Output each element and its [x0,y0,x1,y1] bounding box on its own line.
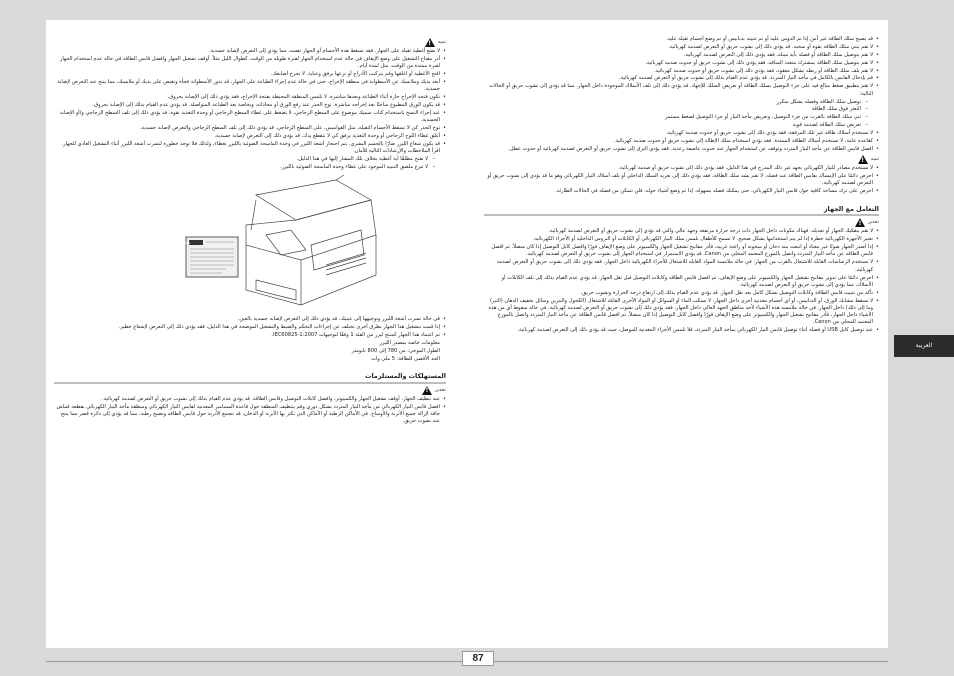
sub-list-item: – التعثر فوق سلك الطاقة [484,106,879,113]
section-heading-handling: التعامل مع الجهاز [484,206,879,217]
list-item: • لا تقم بتفكيك الجهاز أو تعديله. فهناك مكونات داخل الجهاز ذات درجة حرارة مرتفعة وجهد عالي والتي قد تؤدي إلى نشوب حريق أو التعرض لصدمة كهربائية. [484,228,879,235]
list-item: • عند إجراء النسخ باستخدام كتاب سميك موضوع على السطح الزجاجي، لا تضغط على غطاء السطح الزجاجي أو وحدة التغذية بقوة. قد يؤدي ذلك إلى تلف السطح الزجاجي و/أو الإصابة الجسدية. [54,110,446,125]
warning-heading [54,386,446,395]
list-item: • عند تنظيف الجهاز، أوقف تشغيل الجهاز والكمبيوتر، وافصل كابلات التوصيل وقابس الطاقة. قد يؤدي عدم القيام بذلك إلى نشوب حريق أو التعرض لصدمة كهربائية. [54,396,446,403]
warning-triangle-icon [858,155,868,164]
list-item: • أدر مفتاح التشغيل على وضع الإيقاف في حالة عدم استخدام الجهاز لفترة طويلة من الوقت، كطوال الليل مثلاً. أوقف تشغيل الجهاز وافصل قابس الطاقة في حالة عدم استخدام الجهاز لفترة ممتدة من الوقت، مثل لمدة أيام. [54,56,446,71]
warning-triangle-icon [855,218,865,227]
warning-label: تحذير [435,387,446,393]
figure-caution-text: CAUTION [176,241,190,246]
list-item: • كقاعدة عامة، لا تستخدم أسلاك الطاقة الممتدة. فقد يؤدي استخدام سلك الإطالة إلى نشوب حريق أو حدوث صدمة كهربائية. [484,138,879,145]
list-item: • لا تسقط مشابك الورق، أو الدبابيس، أو أي أجسام معدنية أخرى داخل الجهاز. لا تسكب الماء أو السوائل أو المواد الأخرى القابلة للاشتعال (الكحول والبنزين وسائل تخفيف الدهان (الثنر) وما إلى ذلك) داخل الجهاز. في حالة ملامسة هذه الأشياء لأحد مناطق الجهد العالي داخل الجهاز، فقد يؤدي ذلك إلى نشوب حريق أو التعرض لصدمة كهربائية. في حالة سقوط أي من هذه الأشياء داخل الجهاز، فأدر مفاتيح تشغيل الجهاز والكمبيوتر على وضع الإيقاف فورًا وافصل كابل التوصيل إذا كان متصلاً. ثم افصل قابس الطاقة عن مأخذ التيار المتردد واتصل بالموزع المعتمد المحلي من Canon. [484,298,879,327]
warning-list [54,396,446,426]
list-item: • إذا أصدر الجهاز صوتًا غير معتاد أو انبعث منه دخان أو سخونة أو رائحة غريبة، فأدر مفاتيح تشغيل الجهاز والكمبيوتر على وضع الإيقاف فورًا وافصل كابل التوصيل إذا كان متصلاً. ثم افصل قابس الطاقة عن مأخذ التيار المتردد واتصل بالموزع المعتمد المحلي من Canon. قد يؤدي الاستمرار في استخدام الجهاز إلى نشوب حريق أو التعرض لصدمة كهربائية. [484,244,879,259]
page-number: 87 [462,651,494,666]
sub-list-item: – لا تنزع ملصق التنبيه الموجود على غطاء وحدة الماسحة الضوئية بالليزر. [54,164,446,171]
left-column [54,36,446,556]
printer-illustration [176,175,386,310]
list-item: • احرص دائمًا على تدوير مفاتيح تشغيل الجهاز والكمبيوتر على وضع الإيقاف، ثم افصل قابس الطاقة وكابلات التوصيل قبل نقل الجهاز. قد يؤدي عدم القيام بذلك إلى تلف الكابلات أو الأسلاك، مما يؤدي إلى نشوب حريق أو التعرض لصدمة كهربائية. [484,275,879,290]
warning-heading [484,218,879,227]
list-item: • عند توصيل كابل USB أو فصله أثناء توصيل قابس التيار الكهربائي بمأخذ التيار المتردد، فلا تلمس الأجزاء المعدنية للموصل، حيث قد يؤدي ذلك إلى التعرض لصدمة كهربائية. [484,327,879,334]
list-item: الطول الموجي: من 780 إلى 800 نانومتر [351,347,440,354]
sub-list-item: – لا تفتح مطلقًا أية أغطية بخلاف تلك المشار إليها في هذا الدليل. [54,156,446,163]
list-item: • تم اعتماد هذا الجهاز كمنتج ليزر من الفئة 1 وفقًا لتوجيهات IEC60825-1:2007. [54,332,446,339]
list-item: • احرص دائمًا على الإمساك بقابس الطاقة عند فصله. لا تقم بشد سلك الطاقة، فقد يؤدي ذلك إلى تعرية السلك الداخلي أو تلف أسلاك التيار الكهربائي وهو ما قد يؤدي إلى نشوب حريق أو التعرض لصدمة كهربائية. [484,173,879,188]
sub-list-item: – توصيل سلك الطاقة وفصله بشكل متكرر [484,99,879,106]
list-item: • افصل قابس الطاقة عن مأخذ التيار المتردد وتوقف عن استخدام الجهاز عند حدوث عاصفة رعدية. فقد يؤدي البرق إلى نشوب حريق أو التعرض لصدمة كهربائية أو حدوث عطل. [484,146,879,153]
list-item: • إذا قمت بتشغيل هذا الجهاز بطرق أخرى تختلف عن إجراءات التحكم والضبط والتشغيل الموضحة في هذا الدليل، فقد يؤدي ذلك إلى التعرض لإشعاع خطير. [54,324,446,331]
list-item: • لا تقم بلف سلك الطاقة أو ربطه بشكل معقود، فقد يؤدي ذلك إلى نشوب حريق أو حدوث صدمة كهربائية. [484,68,879,75]
list-item: • أبعد يديك وملابسك عن الأسطوانة في منطقة الإخراج. حتى في حالة عدم إجراء الطباعة على الجهاز، قد تدور الأسطوانة فجأة وتقبض على يديك أو ملابسك، مما ينتج عنه التعرض لإصابة جسدية. [54,79,446,94]
manual-page [46,20,888,648]
list-item: • تأكد من تثبيت قابس الطاقة وكابلات التوصيل بشكل كامل بعد نقل الجهاز. قد يؤدي عدم القيام بذلك إلى ارتفاع درجة الحرارة ونشوب حريق. [484,290,879,297]
list-item: • قد يكون الورق المطبوع ساخنًا بعد إخراجه مباشرة. توخ الحذر عند رفع الورق أو محاذاته، وبخاصة بعد الطباعة المتواصلة. قد يؤدي عدم القيام بذلك إلى الإصابة بحروق. [54,102,446,109]
list-item: • قد يصبح سلك الطاقة غير آمن إذا تم الدوس عليه أو تم تثبيته بدبابيس أو تم وضع أجسام ثقيلة عليه. [484,36,879,43]
list-item: • تكون فتحة الإخراج حارة أثناء الطباعة وبعدها مباشرة. لا تلمس المنطقة المحيطة بفتحة الإخراج، فقد يؤدي ذلك إلى الإصابة بحروق. [54,94,446,101]
list-item: • توخ الحذر كي لا تسقط الأجسام الثقيلة، مثل القواميس، على السطح الزجاجي. قد يؤدي ذلك إلى تلف السطح الزجاجي والتعرض لإصابة جسدية. [54,125,446,132]
right-column [484,36,879,536]
list-item: • لا تقم بتوصيل سلك الطاقة بمشترك متعدد المنافذ، فقد يؤدي ذلك إلى نشوب حريق أو حدوث صدمة كهربائية. [484,60,879,67]
caution-label: تنبيه [870,157,879,163]
list-item: • لا تقم بثني سلك الطاقة بقوة أو سحبه. قد يؤدي ذلك إلى نشوب حريق أو التعرض لصدمة كهربائية. [484,44,879,51]
list-item: • أغلق غطاء اللوح الزجاجي أو وحدة التغذية برفق كي لا تنقطع يدك. قد يؤدي ذلك إلى التعرض لإصابة جسدية. [54,133,446,140]
language-tab[interactable]: العربية [894,335,954,357]
laser-warning-figure [176,175,386,310]
list-item: الحد الأقصى للطاقة: 5 ملي وات [371,355,440,362]
caution-heading [54,38,446,47]
list-item: معلومات خاصة بمصدر الليزر [379,339,440,346]
warning-triangle-icon [425,38,435,47]
list-item: • لا تستخدم مصادر للتيار الكهربائي بجهد غير ذلك المدرج في هذا الدليل، فقد يؤدي ذلك إلى نشوب حريق أو صدمة كهربائية. [484,165,879,172]
caution-label: تنبيه [437,39,446,45]
list-item: • احرص على ترك مساحة كافية حول قابس التيار الكهربائي، حتى يمكنك فصله بسهولة. إذا تم وضع أشياء حوله، فلن تتمكن من فصله في الحالات الطارئة. [484,188,879,195]
section-heading-consumables: المستهلكات والمستلزمات [54,373,446,384]
list-item: • تعتبر الأجهزة الكهربائية خطرة إذا لم يتم استخدامها بشكل صحيح. لا تسمح للأطفال بلمس سلك التيار الكهربائي أو الكابلات أو التروس الداخلية أو الأجزاء الكهربائية. [484,236,879,243]
list-item: • لا تستخدم الرشاشات القابلة للاشتعال بالقرب من الجهاز. في حالة ملامسة المواد القابلة للاشتعال للأجزاء الكهربائية داخل الجهاز، فقد يؤدي ذلك إلى نشوب حريق أو التعرض لصدمة كهربائية. [484,259,879,274]
caution-heading [484,155,879,164]
sub-list-item: – ثني سلك الطاقة بالقرب من جزء التوصيل، وتعريض مأخذ التيار أو جزء التوصيل لضغط مستمر [484,114,879,121]
warning-triangle-icon [422,386,432,395]
list-item: • في حالة تسرب أشعة الليزر وتوجيهها إلى عينيك، قد يؤدي ذلك إلى التعرض لإصابة جسدية بالعين. [54,316,446,323]
list-item: • لا تستخدم أسلاك طاقة غير تلك المرفقة، فقد يؤدي ذلك إلى نشوب حريق أو حدوث صدمة كهربائية. [484,130,879,137]
power-cord-list [484,36,879,153]
list-item: • افصل قابس التيار الكهربائي من مأخذ التيار المتردد بشكل دوري وقم بتنظيف المنطقة حول قاعدة المسامير المعدنية لقابس التيار الكهربائي ومنطقة مأخذ التيار الكهربائي بقطعة قماش جافة لإزالة جميع الأتربة والأوساخ. في الأماكن الرطبة أو الأماكن التي تكثر بها الأتربة أو الدخان، قد تتجمع الأتربة حول قابس الطاقة وتصبح رطبة، مما قد يؤدي إلى دائرة قصر مما ينتج عنه نشوب حريق. [54,404,446,426]
warning-list [484,228,879,334]
list-item: • قم بإدخال القابس بالكامل في مأخذ التيار المتردد. قد يؤدي عدم القيام بذلك إلى نشوب حريق أو التعرض لصدمة كهربائية. [484,75,879,82]
laser-info-list [54,316,446,363]
warning-label: تحذير [868,220,879,226]
list-item: • لا تقم بتطبيق ضغط مبالغ فيه على جزء التوصيل بسلك الطاقة أو تعريض السلك للإجهاد. قد يؤدي ذلك إلى تلف الأسلاك الموجودة داخل الجهاز، مما قد يؤدي إلى نشوب حريق أو الحالات التالية: [484,83,879,98]
caution-list [484,165,879,195]
list-item: • افتح الأغطية أو اغلقها وقم بتركيب الأدراج أو نزعها برفق وعناية. لا تجرح أصابعك. [54,71,446,78]
list-item: • لا تضع أغطية ثقيلة على الجهاز. فقد تسقط هذه الأجسام أو الجهاز نفسه، مما يؤدي إلى التعرض لإصابة جسدية. [54,48,446,55]
caution-list [54,48,446,171]
list-item: • لا تقم بتوصيل سلك الطاقة أو فصله بأيد مبتلة، فقد يؤدي ذلك إلى التعرض لصدمة كهربائية. [484,52,879,59]
list-item: • قد يكون شعاع الليزر ضارًا بالجسم البشري. يتم احتجاز أشعة الليزر في وحدة الماسحة الضوئية بالليزر بغطاء، ولذلك فلا توجد خطورة لتسرب أشعة الليزر أثناء التشغيل العادي للجهاز. اقرأ الملاحظات والإرشادات التالية للأمان. [54,141,446,156]
sub-list-item: – تعريض سلك الطاقة لصدمة قوية [484,122,879,129]
